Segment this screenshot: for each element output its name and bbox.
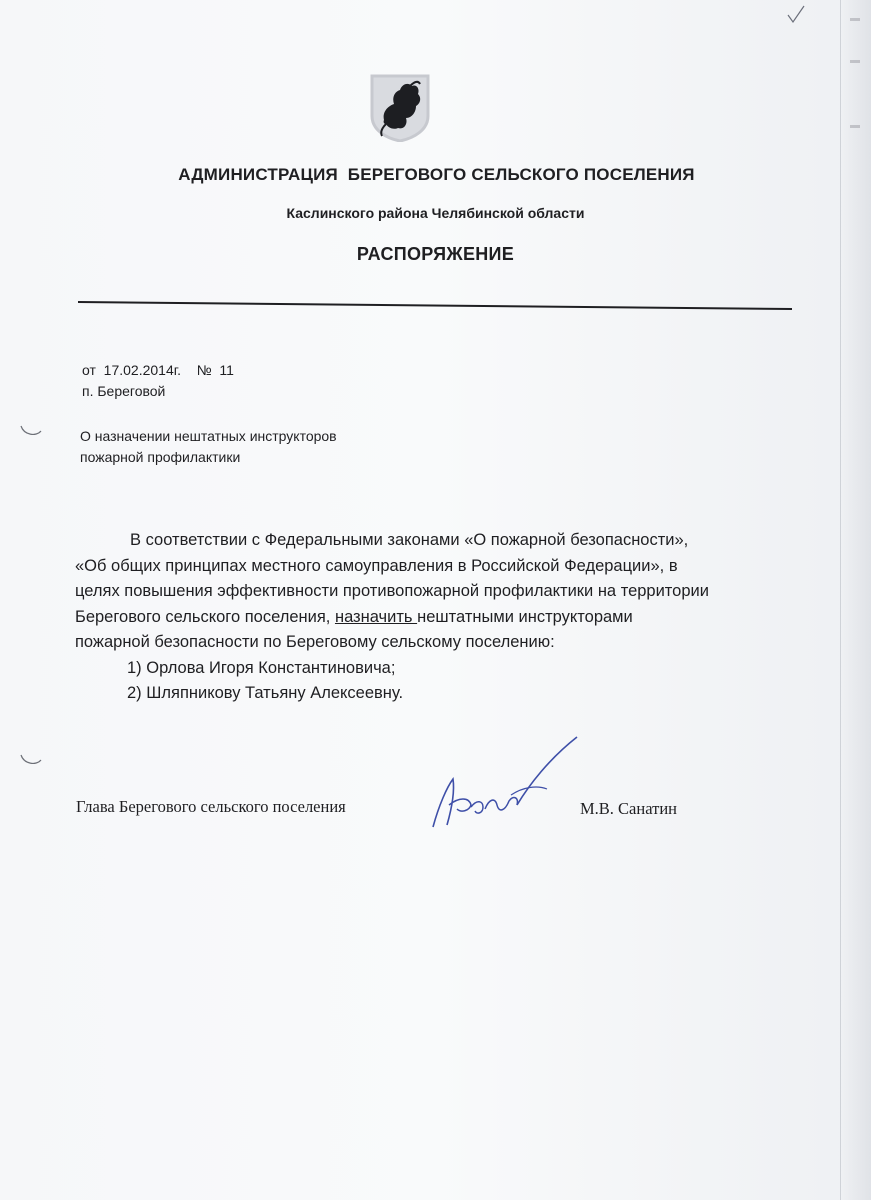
list-item: 1) Орлова Игоря Константиновича; bbox=[127, 658, 396, 677]
punch-hole-mark bbox=[20, 754, 42, 766]
punch-hole-mark bbox=[20, 425, 42, 437]
number-label: № bbox=[196, 362, 212, 378]
subject-line: пожарной профилактики bbox=[80, 449, 241, 465]
body-text: нештатными инструкторами bbox=[417, 607, 633, 626]
scan-mark bbox=[850, 60, 860, 63]
handwritten-signature bbox=[425, 735, 585, 835]
appointee-list bbox=[75, 656, 790, 707]
list-item: 2) Шляпникову Татьяну Алексеевну. bbox=[127, 684, 404, 702]
subject-block bbox=[80, 426, 337, 468]
scan-mark bbox=[850, 125, 860, 128]
body-line bbox=[75, 605, 790, 631]
body-line: пожарной безопасности по Береговому сельскому поселению: bbox=[75, 633, 555, 651]
signatory-position: Глава Берегового сельского поселения bbox=[76, 797, 346, 816]
body-line: «Об общих принципах местного самоуправления в Российской Федерации», в bbox=[75, 556, 678, 575]
document-number: 11 bbox=[219, 362, 234, 378]
order-body bbox=[75, 528, 790, 707]
scan-mark bbox=[850, 18, 860, 21]
header-divider bbox=[78, 298, 792, 312]
checkmark-icon bbox=[785, 4, 807, 26]
date-number-line bbox=[82, 362, 234, 378]
body-text: Берегового сельского поселения, bbox=[75, 607, 335, 626]
subject-line: О назначении нештатных инструкторов bbox=[80, 428, 337, 444]
body-line: В соответствии с Федеральными законами «О пожарной безопасности», bbox=[130, 531, 689, 549]
emphasized-verb: назначить bbox=[334, 607, 418, 626]
document-date: 17.02.2014г. bbox=[103, 362, 182, 378]
signatory-name: М.В. Санатин bbox=[580, 799, 677, 818]
body-line: целях повышения эффективности противопожарной профилактики на территории bbox=[75, 582, 709, 600]
date-prefix: от bbox=[82, 362, 96, 378]
place: п. Береговой bbox=[82, 383, 166, 399]
region-subtitle: Каслинского района Челябинской области bbox=[286, 205, 585, 221]
organization-title: АДМИНИСТРАЦИЯ БЕРЕГОВОГО СЕЛЬСКОГО ПОСЕЛЕНИЯ bbox=[178, 165, 695, 184]
document-type-title: РАСПОРЯЖЕНИЕ bbox=[356, 244, 515, 264]
horse-coat-of-arms-icon bbox=[370, 72, 430, 142]
